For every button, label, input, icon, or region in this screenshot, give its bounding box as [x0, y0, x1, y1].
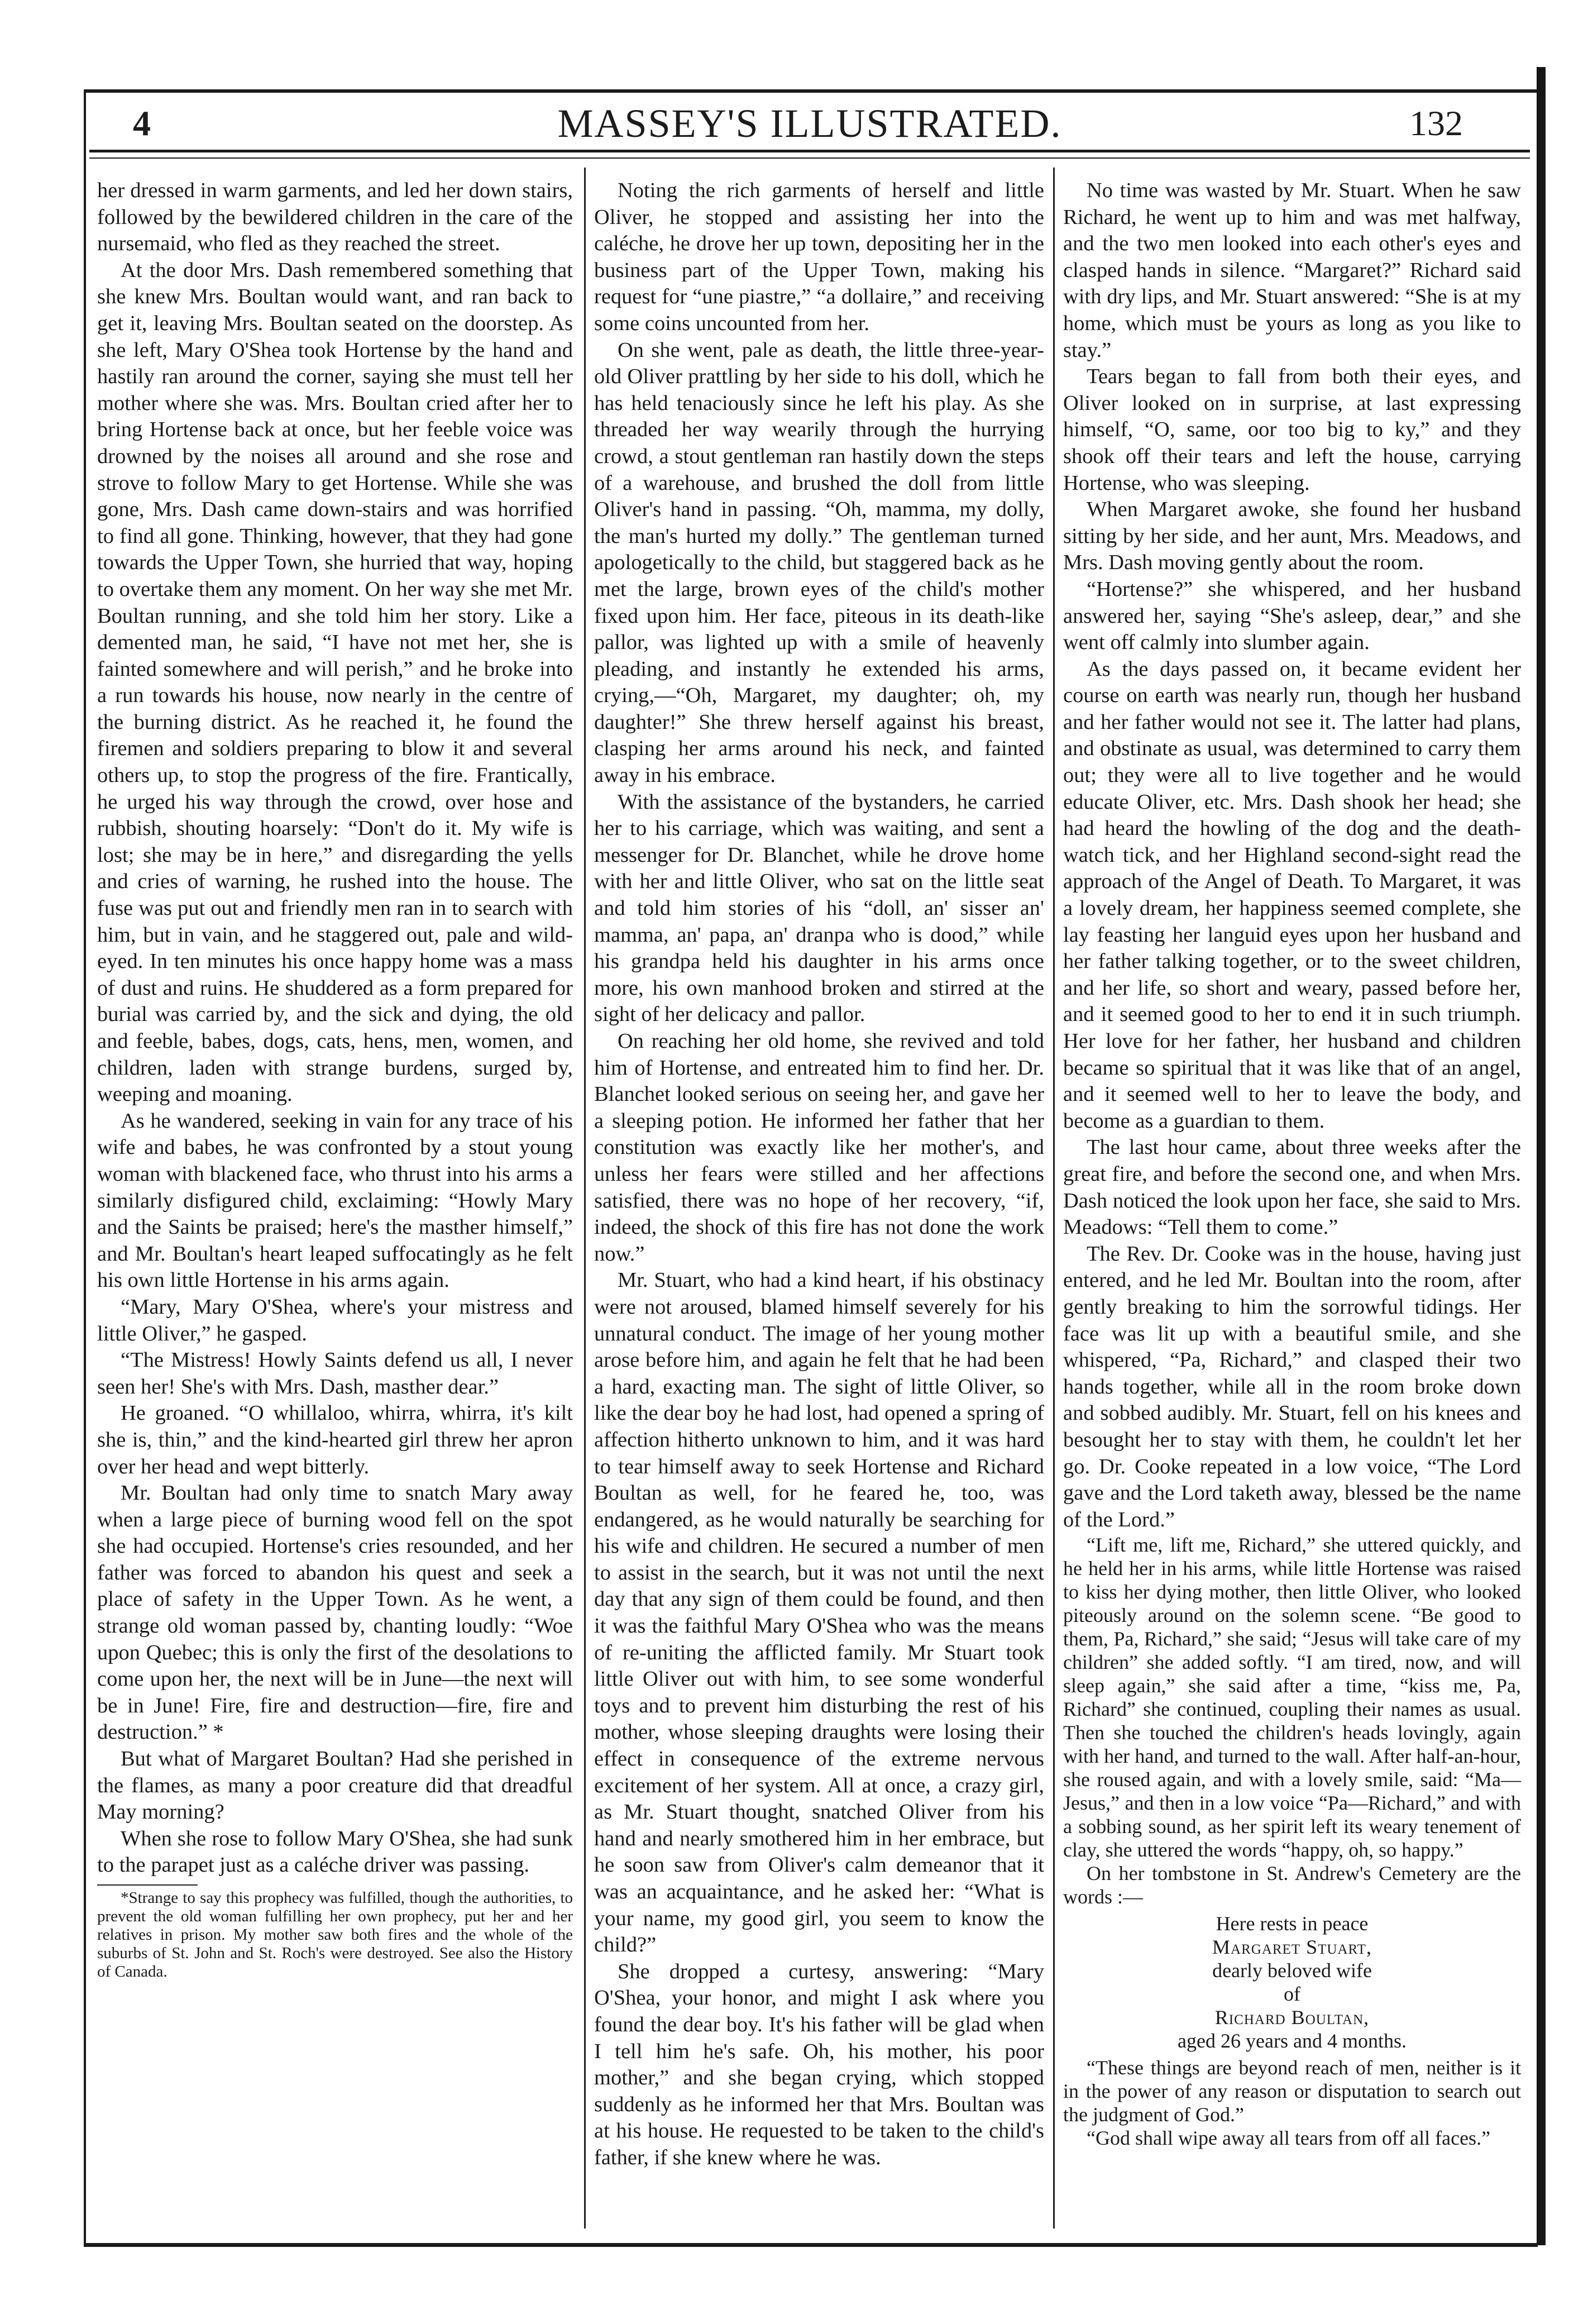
epitaph-line: dearly beloved wife — [1212, 1959, 1372, 1982]
paragraph: Mr. Stuart, who had a kind heart, if his obstinacy were not aroused, blamed himself severely for his unnatural conduct. The image of her young mother arose before him, and again he felt that he had been a hard, exacting man. The sight of little Oliver, so like the dear boy he had lost, had opened a spring of affection hitherto unknown to him, and it was hard to tear himself away to seek Hortense and Richard Boultan as well, for he feared he, too, was endangered, as he would naturally be searching for his wife and children. He secured a number of men to assist in the search, but it was not until the next day that any sign of them could be found, and then it was the faithful Mary O'Shea who was the means of re-uniting the afflicted family. Mr Stuart took little Oliver out with him, to see some wonderful toys and to prevent him disturbing the rest of his mother, whose sleeping draughts were losing their effect in consequence of the extreme nervous excitement of her system. All at once, a crazy girl, as Mr. Stuart thought, snatched Oliver from his hand and nearly smothered him in her embrace, but he soon saw from Oliver's calm demeanor that it was an acquaintance, and he asked her: “What is your name, my good girl, you seem to know the child?” — [594, 1268, 1044, 1957]
column-divider-2 — [1053, 168, 1055, 2228]
paragraph: “The Mistress! Howly Saints defend us all, I never seen her! She's with Mrs. Dash, masther dear.” — [97, 1348, 573, 1399]
text-column-3 — [1063, 178, 1521, 2150]
page-header — [89, 101, 1530, 151]
paragraph: Tears began to fall from both their eyes, and Oliver looked on in surprise, at last expressing himself, “O, same, oor too big to ky,” and they shook off their tears and left the house, carrying Hortense, who was sleeping. — [1063, 365, 1521, 495]
paragraph: “God shall wipe away all tears from off all faces.” — [1087, 2127, 1491, 2150]
paragraph: When she rose to follow Mary O'Shea, she had sunk to the parapet just as a caléche driver was passing. — [97, 1826, 573, 1877]
paragraph: He groaned. “O whillaloo, whirra, whirra, it's kilt she is, thin,” and the kind-hearted girl threw her apron over her head and wept bitterly. — [97, 1401, 573, 1478]
paragraph: She dropped a curtesy, answering: “Mary O'Shea, your honor, and might I ask where you found the dear boy. It's his father will be glad when I tell him he's safe. Oh, his mother, his poor mother,” and she began crying, which stopped suddenly as he informed her that Mrs. Boultan was at his house. He requested to be taken to the child's father, if she knew where he was. — [594, 1959, 1044, 2169]
epitaph-line: Richard Boultan, — [1214, 2006, 1370, 2029]
epitaph-line: of — [1284, 1983, 1300, 2006]
paragraph: No time was wasted by Mr. Stuart. When he saw Richard, he went up to him and was met halfway, and the two men looked into each other's eyes and clasped hands in silence. “Margaret?” Richard said with dry lips, and Mr. Stuart answered: “She is at my home, which must be yours as long as you like to stay.” — [1063, 179, 1521, 362]
epitaph — [1063, 1912, 1521, 2053]
text-column-2 — [594, 178, 1044, 2172]
paragraph: But what of Margaret Boultan? Had she perished in the flames, as many a poor creature did that dreadful May morning? — [97, 1747, 573, 1824]
header-rule-thick — [89, 150, 1530, 152]
paragraph: The last hour came, about three weeks after the great fire, and before the second one, and when Mrs. Dash noticed the look upon her face, she said to Mrs. Meadows: “Tell them to come.” — [1063, 1135, 1521, 1239]
column-divider-1 — [584, 168, 586, 2228]
paragraph: At the door Mrs. Dash remembered something that she knew Mrs. Boultan would want, and ran back to get it, leaving Mrs. Boultan seated on the doorstep. As she left, Mary O'Shea took Hortense by the hand and hastily ran around the corner, saying she must tell her mother where she was. Mrs. Boultan cried after her to bring Hortense back at once, but her feeble voice was drowned by the noises all around and she rose and strove to follow Mary to get Hortense. While she was gone, Mrs. Dash came down-stairs and was horrified to find all gone. Thinking, however, that they had gone towards the Upper Town, she hurried that way, hoping to overtake them any moment. On her way she met Mr. Boultan running, and she told him her story. Like a demented man, he said, “I have not met her, she is fainted somewhere and will perish,” and he broke into a run towards his house, now nearly in the centre of the burning district. As he reached it, he found the firemen and soldiers preparing to blow it and several others up, to stop the progress of the fire. Frantically, he urged his way through the crowd, over hose and rubbish, shouting hoarsely: “Don't do it. My wife is lost; she may be in here,” and disregarding the yells and cries of warning, he rushed into the house. The fuse was put out and friendly men ran in to search with him, but in vain, and he staggered out, pale and wild-eyed. In ten minutes his once happy home was a mass of dust and ruins. He shuddered as a form prepared for burial was carried by, and the sick and dying, the old and feeble, babes, dogs, cats, hens, men, women, and children, laden with strange burdens, surged by, weeping and moaning. — [97, 258, 573, 1106]
paragraph: On her tombstone in St. Andrew's Cemetery are the words :— — [1063, 1862, 1521, 1908]
paragraph: The Rev. Dr. Cooke was in the house, having just entered, and he led Mr. Boultan into the room, after gently breaking to him the sorrowful tidings. Her face was lit up with a beautiful smile, and she whispered, “Pa, Richard,” and clasped their two hands together, while all in the room broke down and sobbed audibly. Mr. Stuart, fell on his knees and besought her to stay with them, he couldn't let her go. Dr. Cooke repeated in a low voice, “The Lord gave and the Lord taketh away, blessed be the name of the Lord.” — [1063, 1242, 1521, 1531]
epitaph-line: Margaret Stuart, — [1212, 1936, 1372, 1959]
paragraph: her dressed in warm garments, and led her down stairs, followed by the bewildered children in the care of the nursemaid, who fled as they reached the street. — [97, 179, 573, 256]
paragraph: On reaching her old home, she revived and told him of Hortense, and entreated him to find her. Dr. Blanchet looked serious on seeing her, and gave her a sleeping potion. He informed her father that her constitution was exactly like her mother's, and unless her fears were stilled and her affections satisfied, there was no hope of her recovery, “if, indeed, the shock of this fire has not done the work now.” — [594, 1029, 1044, 1266]
paragraph: With the assistance of the bystanders, he carried her to his carriage, which was waiting, and sent a messenger for Dr. Blanchet, while he drove home with her and little Oliver, who sat on the little seat and told him stories of his “doll, an' sisser an' mamma, an' papa, an' dranpa who is dood,” while his grandpa held his daughter in his arms once more, his own manhood broken and stirred at the sight of her delicacy and pallor. — [594, 790, 1044, 1027]
header-rule-thin — [89, 158, 1530, 159]
text-column-1 — [97, 178, 573, 1981]
footnote: *Strange to say this prophecy was fulfilled, though the authorities, to prevent the old woman fulfilling her own prophecy, put her and her relatives in prison. My mother saw both fires and the whole of the suburbs of St. John and St. Roch's were destroyed. See also the History of Canada. — [97, 1889, 573, 1981]
paragraph: On she went, pale as death, the little three-year-old Oliver prattling by her side to his doll, which he has held tenaciously since he left his play. As she threaded her way wearily through the hurrying crowd, a stout gentleman ran hastily down the steps of a warehouse, and brushed the doll from little Oliver's hand in passing. “Oh, mamma, my dolly, the man's hurted my dolly.” The gentleman turned apologetically to the child, but staggered back as he met the large, brown eyes of the child's mother fixed upon him. Her face, piteous in its death-like pallor, was lighted up with a smile of heavenly pleading, and instantly he extended his arms, crying,—“Oh, Margaret, my daughter; oh, my daughter!” She threw herself against his breast, clasping her arms around his neck, and fainted away in his embrace. — [594, 338, 1044, 788]
page-edge-bar — [1537, 67, 1546, 2245]
page-number-right: 132 — [1409, 103, 1463, 143]
paragraph: Mr. Boultan had only time to snatch Mary away when a large piece of burning wood fell on the spot she had occupied. Hortense's cries resounded, and her father was forced to abandon his quest and seek a place of safety in the Upper Town. As he went, a strange old woman passed by, chanting loudly: “Woe upon Quebec; this is only the first of the desolations to come upon her, the next will be in June—the next will be in June! Fire, fire and destruction—fire, fire and destruction.” * — [97, 1481, 573, 1744]
paragraph: As the days passed on, it became evident her course on earth was nearly run, though her husband and her father would not see it. The latter had plans, and obstinate as usual, was determined to carry them out; they were all to live together and he would educate Oliver, etc. Mrs. Dash shook her head; she had heard the howling of the dog and the death-watch tick, and her Highland second-sight read the approach of the Angel of Death. To Margaret, it was a lovely dream, her happiness seemed complete, she lay feasting her languid eyes upon her husband and her father talking together, or to the sweet children, and her life, so short and weary, passed before her, and it seemed good to her to end it in such triumph. Her love for her father, her husband and children became so spiritual that it was like that of an angel, and it seemed well to her to leave the body, and become as a guardian to them. — [1063, 657, 1521, 1133]
paragraph: “Lift me, lift me, Richard,” she uttered quickly, and he held her in his arms, while little Hortense was raised to kiss her dying mother, then little Oliver, who looked piteously around on the solemn scene. “Be good to them, Pa, Richard,” she said; “Jesus will take care of my children” she added softly. “I am tired, now, and will sleep again,” she said after a time, “kiss me, Pa, Richard” she continued, coupling their names as usual. Then she touched the children's heads lovingly, again with her hand, and turned to the wall. After half-an-hour, she roused again, and with a lovely smile, said: “Ma—Jesus,” and then in a low voice “Pa—Richard,” and with a sobbing sound, as her spirit left its weary tenement of clay, she uttered the words “happy, oh, so happy.” — [1063, 1534, 1521, 1862]
paragraph: “Hortense?” she whispered, and her husband answered her, saying “She's asleep, dear,” and she went off calmly into slumber again. — [1063, 577, 1521, 655]
paragraph: Noting the rich garments of herself and little Oliver, he stopped and assisting her into the caléche, he drove her up town, depositing her in the business part of the Upper Town, making his request for “une piastre,” “a dollaire,” and receiving some coins uncounted from her. — [594, 179, 1044, 335]
paragraph: “These things are beyond reach of men, neither is it in the power of any reason or disputation to search out the judgment of God.” — [1063, 2056, 1521, 2126]
epitaph-line: Here rests in peace — [1216, 1912, 1369, 1935]
paragraph: When Margaret awoke, she found her husband sitting by her side, and her aunt, Mrs. Meadows, and Mrs. Dash moving gently about the room. — [1063, 498, 1521, 575]
masthead-title: MASSEY'S ILLUSTRATED. — [557, 101, 1062, 146]
footnote-rule — [97, 1884, 198, 1886]
page-number-left: 4 — [133, 103, 151, 143]
epitaph-line: aged 26 years and 4 months. — [1178, 2030, 1407, 2053]
paragraph: As he wandered, seeking in vain for any trace of his wife and babes, he was confronted by a stout young woman with blackened face, who thrust into his arms a similarly disfigured child, exclaiming: “Howly Mary and the Saints be praised; here's the masther himself,” and Mr. Boultan's heart leaped suffocatingly as he felt his own little Hortense in his arms again. — [97, 1109, 573, 1292]
paragraph: “Mary, Mary O'Shea, where's your mistress and little Oliver,” he gasped. — [97, 1295, 573, 1345]
